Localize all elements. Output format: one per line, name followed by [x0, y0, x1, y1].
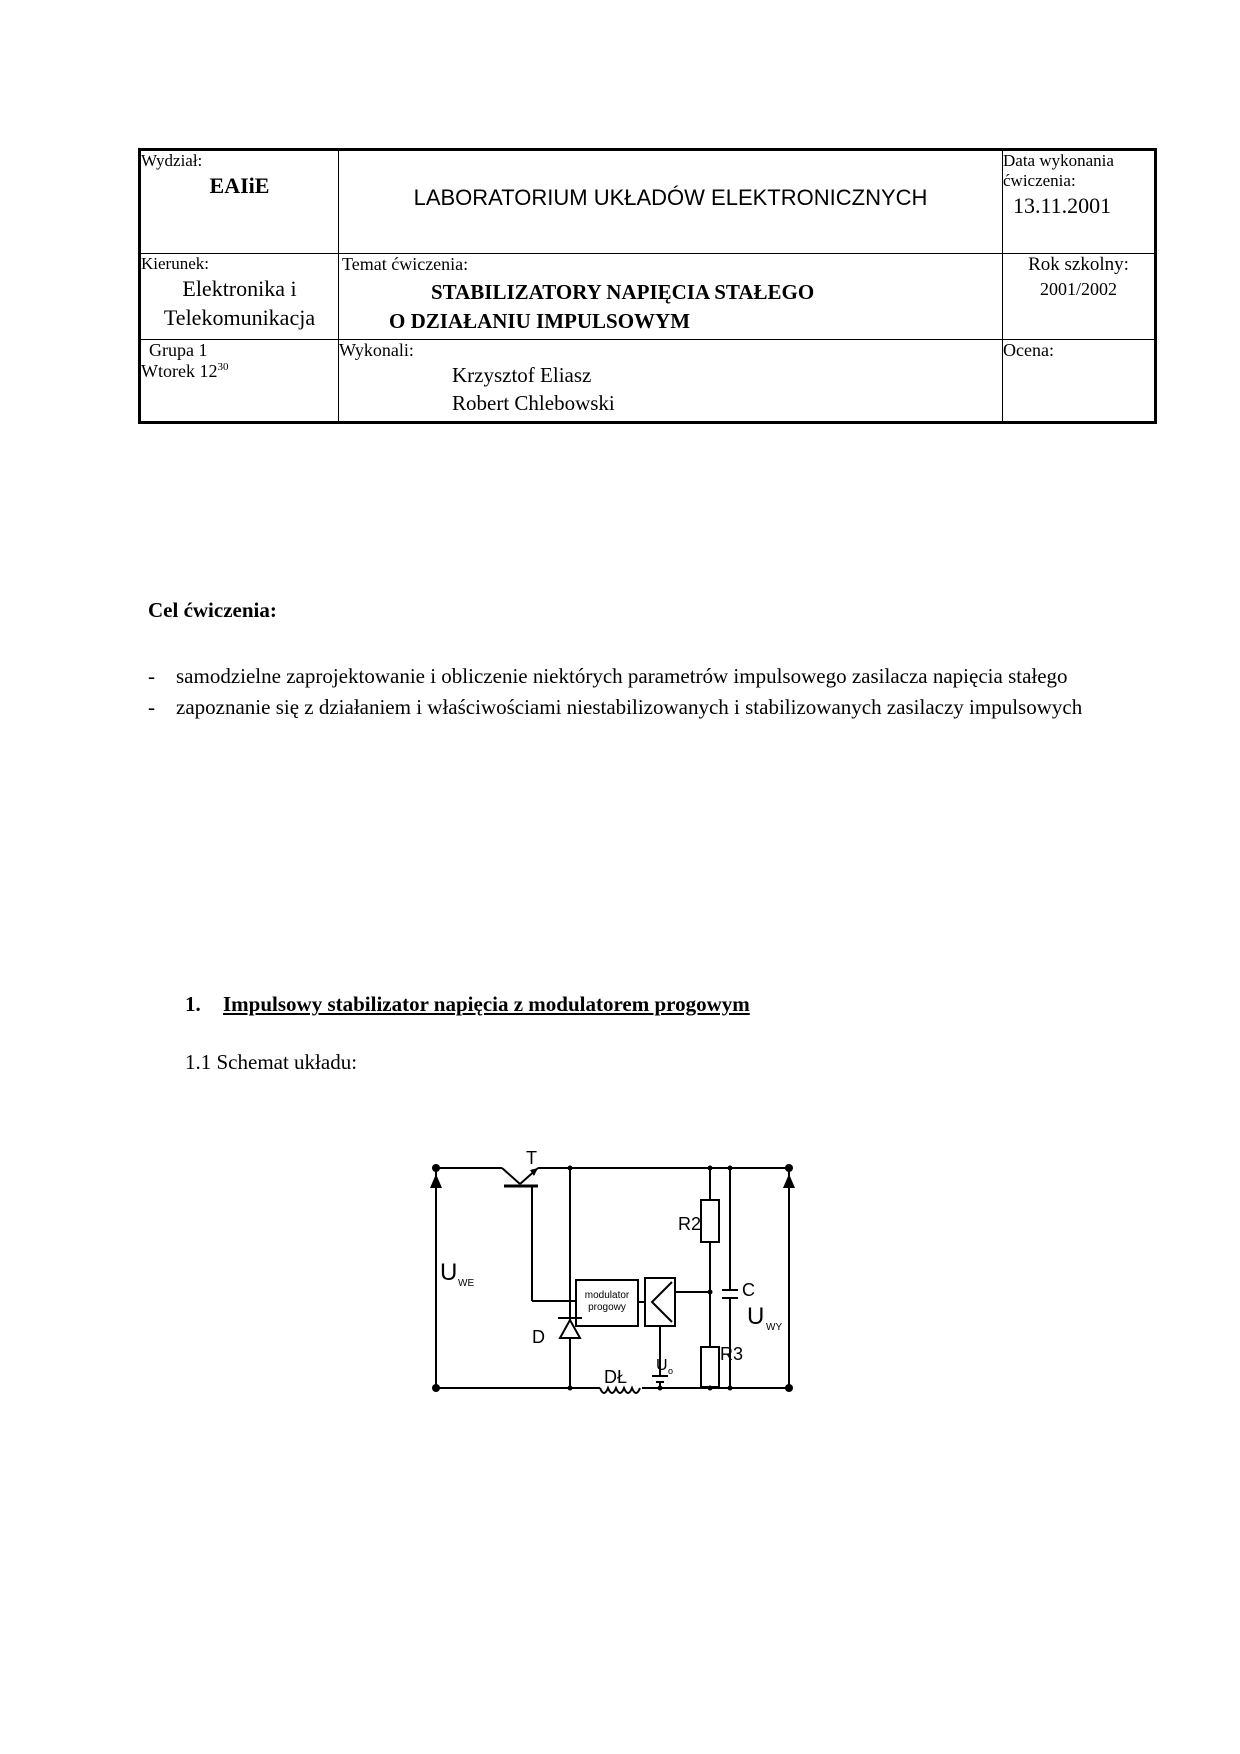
date-cell	[1003, 150, 1156, 254]
label-DL: DŁ	[604, 1367, 628, 1387]
label-Uo: U	[656, 1357, 668, 1374]
modulator-label-2: progowy	[588, 1302, 626, 1313]
author-2: Robert Chlebowski	[452, 391, 615, 415]
label-T: T	[526, 1150, 537, 1168]
voltage-arrows	[430, 1174, 795, 1188]
date-label: Data wykonania ćwiczenia:	[1003, 151, 1114, 190]
authors-label: Wykonali:	[339, 340, 414, 360]
label-C: C	[742, 1280, 755, 1300]
faculty-cell	[140, 150, 339, 254]
time-superscript: 30	[217, 361, 229, 373]
year-cell	[1003, 254, 1156, 340]
author-1: Krzysztof Eliasz	[452, 363, 592, 387]
topic-line2: O DZIAŁANIU IMPULSOWYM	[389, 309, 691, 333]
field-label: Kierunek:	[141, 254, 209, 273]
goal-title: Cel ćwiczenia:	[148, 598, 277, 622]
subsection-title: 1.1 Schemat układu:	[185, 1050, 358, 1074]
lab-title: LABORATORIUM UKŁADÓW ELEKTRONICZNYCH	[413, 185, 928, 210]
label-R3: R3	[720, 1344, 744, 1364]
field-cell	[140, 254, 339, 340]
goal-item	[148, 692, 1093, 723]
year-label: Rok szkolny:	[1028, 254, 1129, 275]
modulator-label-1: modulator	[584, 1290, 630, 1301]
field-value-line1: Elektronika i	[182, 276, 297, 301]
faculty-value: EAIiE	[209, 173, 270, 198]
grade-label: Ocena:	[1003, 340, 1054, 360]
goal-item	[148, 661, 1093, 692]
topic-line1: STABILIZATORY NAPIĘCIA STAŁEGO	[431, 280, 815, 304]
topic-cell	[339, 254, 1003, 340]
list-bullet: -	[148, 664, 155, 688]
circuit-schematic	[420, 1150, 820, 1420]
faculty-label: Wydział:	[141, 151, 203, 170]
label-Uo-sub: o	[668, 1366, 674, 1376]
header-table	[138, 148, 1157, 424]
field-value-line2: Telekomunikacja	[163, 305, 316, 330]
label-R2: R2	[678, 1214, 702, 1234]
label-Uwy-sub: WY	[766, 1322, 783, 1333]
group-cell	[140, 340, 339, 423]
diode-symbol	[558, 1318, 582, 1338]
day-value: Wtorek 12	[141, 361, 218, 381]
label-Uwe-sub: WE	[458, 1278, 475, 1289]
topic-label: Temat ćwiczenia:	[342, 254, 469, 274]
section-title: Impulsowy stabilizator napięcia z modulatorem progowym	[223, 992, 750, 1016]
group-value: Grupa 1	[149, 340, 208, 360]
authors-cell	[339, 340, 1003, 423]
year-value: 2001/2002	[1039, 279, 1117, 299]
date-value: 13.11.2001	[1013, 193, 1112, 218]
grade-cell	[1003, 340, 1156, 423]
goal-item-text: zapoznanie się z działaniem i właściwościami niestabilizowanych i stabilizowanych zasilaczy impulsowych	[176, 695, 1083, 719]
lab-title-cell	[339, 150, 1003, 254]
section-heading	[185, 992, 750, 1017]
goal-list	[148, 661, 1093, 723]
label-D: D	[532, 1327, 545, 1347]
list-bullet: -	[148, 695, 155, 719]
goal-item-text: samodzielne zaprojektowanie i obliczenie niektórych parametrów impulsowego zasilacza napięcia stałego	[176, 664, 1068, 688]
label-Uwe: U	[440, 1259, 458, 1286]
label-Uwy: U	[747, 1303, 765, 1330]
section-number: 1.	[185, 992, 201, 1016]
